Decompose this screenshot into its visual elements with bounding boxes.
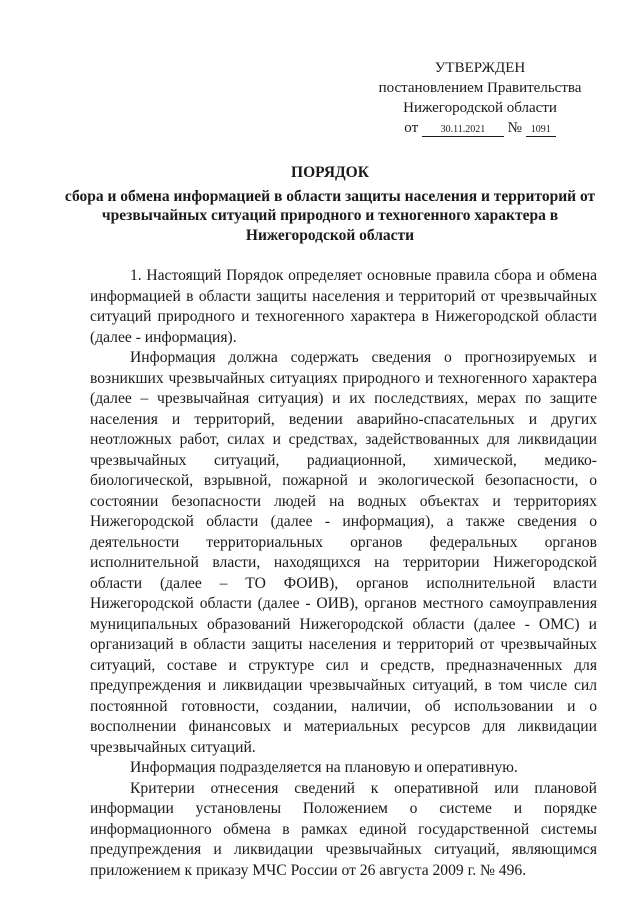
paragraph: 1. Настоящий Порядок определяет основные правила сбора и обмена информацией в области защиты населения и территорий от чрезвычайных ситуаций природного и техногенного характера в Нижегородской области (далее - информация). bbox=[90, 267, 597, 346]
approval-date-line bbox=[360, 118, 600, 138]
approval-from-label: от bbox=[404, 120, 419, 136]
approval-number: 1091 bbox=[526, 124, 556, 137]
approval-line-2: Нижегородской области bbox=[403, 100, 557, 116]
approval-line-1: постановлением Правительства bbox=[378, 80, 582, 96]
document-title bbox=[60, 163, 600, 245]
paragraph: Критерии отнесения сведений к оперативной или плановой информации установлены Положением о системе и порядке информационного обмена в рамках единой государственной системы предупреждения и ликвидации чрезвычайных ситуаций, являющимся приложением к приказу МЧС России от 26 августа 2009 г. № 496. bbox=[90, 779, 597, 879]
document-subtitle: сбора и обмена информацией в области защиты населения и территорий от чрезвычайных ситуаций природного и техногенного характера в Нижегородской области bbox=[64, 187, 596, 244]
approval-stamp bbox=[360, 58, 600, 138]
paragraph: Информация должна содержать сведения о прогнозируемых и возникших чрезвычайных ситуациях природного и техногенного характера (далее – чрезвычайная ситуация) и их последствиях, мерах по защите населения и территорий, ведении аварийно-спасательных и других неотложных работ, силах и средствах, задействованных для ликвидации чрезвычайных ситуаций, радиационной, химической, медико-биологической, взрывной, пожарной и экологической безопасности, о состоянии безопасности людей на водных объектах и территориях Нижегородской области (далее - информация), а также сведения о деятельности территориальных органов федеральных органов исполнительной власти, находящихся на территории Нижегородской области (далее – ТО ФОИВ), органов исполнительной власти Нижегородской области (далее - ОИВ), органов местного самоуправления муниципальных образований Нижегородской области (далее - ОМС) и организаций в области защиты населения и территорий от чрезвычайных ситуаций, составе и структуре сил и средств, предназначенных для предупреждения и ликвидации чрезвычайных ситуаций, в том числе сил постоянной готовности, создании, наличии, об использовании и о восполнении финансовых и материальных ресурсов для ликвидации чрезвычайных ситуаций. bbox=[90, 349, 597, 756]
document-heading: ПОРЯДОК bbox=[291, 164, 369, 181]
paragraph: Информация подразделяется на плановую и оперативную. bbox=[130, 759, 518, 776]
approval-number-label: № bbox=[507, 120, 522, 136]
document-body bbox=[90, 266, 597, 881]
approval-date: 30.11.2021 bbox=[422, 124, 504, 137]
approval-status: УТВЕРЖДЕН bbox=[434, 60, 526, 76]
